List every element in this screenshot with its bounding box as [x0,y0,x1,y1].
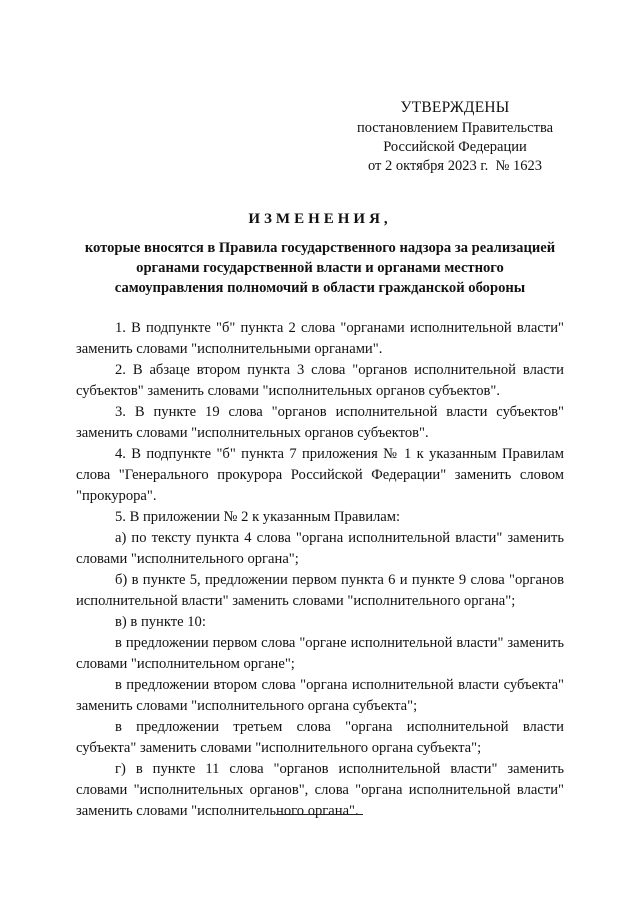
paragraph-5v-sentence-3: в предложении третьем слова "органа исполнительной власти субъекта" заменить словами "исполнительного органа субъекта"; [76,719,564,756]
paragraph-3: 3. В пункте 19 слова "органов исполнительной власти субъектов" заменить словами "исполнительных органов субъектов". [76,404,564,441]
paragraph-4: 4. В подпункте "б" пункта 7 приложения № 1 к указанным Правилам слова "Генерального прокурора Российской Федерации" заменить словом "прокурора". [76,446,564,504]
approval-line-government: Российской Федерации [383,139,527,155]
paragraph-5v-sentence-1: в предложении первом слова "органе исполнительной власти" заменить словами "исполнительном органе"; [76,635,564,672]
paragraph-5a: а) по тексту пункта 4 слова "органа исполнительной власти" заменить словами "исполнительного органа"; [76,530,564,567]
approval-line-decree: постановлением Правительства [356,120,554,136]
paragraph-5v-sentence-2: в предложении втором слова "органа исполнительной власти субъекта" заменить словами "исполнительного органа субъекта"; [76,677,564,714]
paragraph-5: 5. В приложении № 2 к указанным Правилам: [115,509,401,525]
paragraph-2: 2. В абзаце втором пункта 3 слова "органов исполнительной власти субъектов" заменить словами "исполнительных органов субъектов". [76,362,564,399]
paragraph-5g: г) в пункте 11 слова "органов исполнительной власти" заменить словами "исполнительных органов", слова "органа исполнительной власти" заменить словами "исполнительного органа". [76,761,564,819]
paragraph-1: 1. В подпункте "б" пункта 2 слова "органами исполнительной власти" заменить словами "исполнительными органами". [76,320,564,357]
document-body [76,318,564,822]
paragraph-5b: б) в пункте 5, предложении первом пункта 6 и пункте 9 слова "органов исполнительной власти" заменить словами "исполнительного органа"; [76,572,564,609]
subheading-line-3: самоуправления полномочий в области гражданской обороны [114,280,526,296]
subheading-line-2: органами государственной власти и органами местного [136,260,504,276]
approval-line-date-number: от 2 октября 2023 г. № 1623 [367,158,542,174]
document-heading: ИЗМЕНЕНИЯ, [248,211,392,227]
subheading-line-1: которые вносятся в Правила государственного надзора за реализацией [84,240,556,256]
paragraph-5v: в) в пункте 10: [115,614,206,630]
document-subheading [60,238,580,298]
end-separator-line [276,814,363,815]
approval-stamp [340,98,570,176]
approval-title: УТВЕРЖДЕНЫ [400,99,510,116]
